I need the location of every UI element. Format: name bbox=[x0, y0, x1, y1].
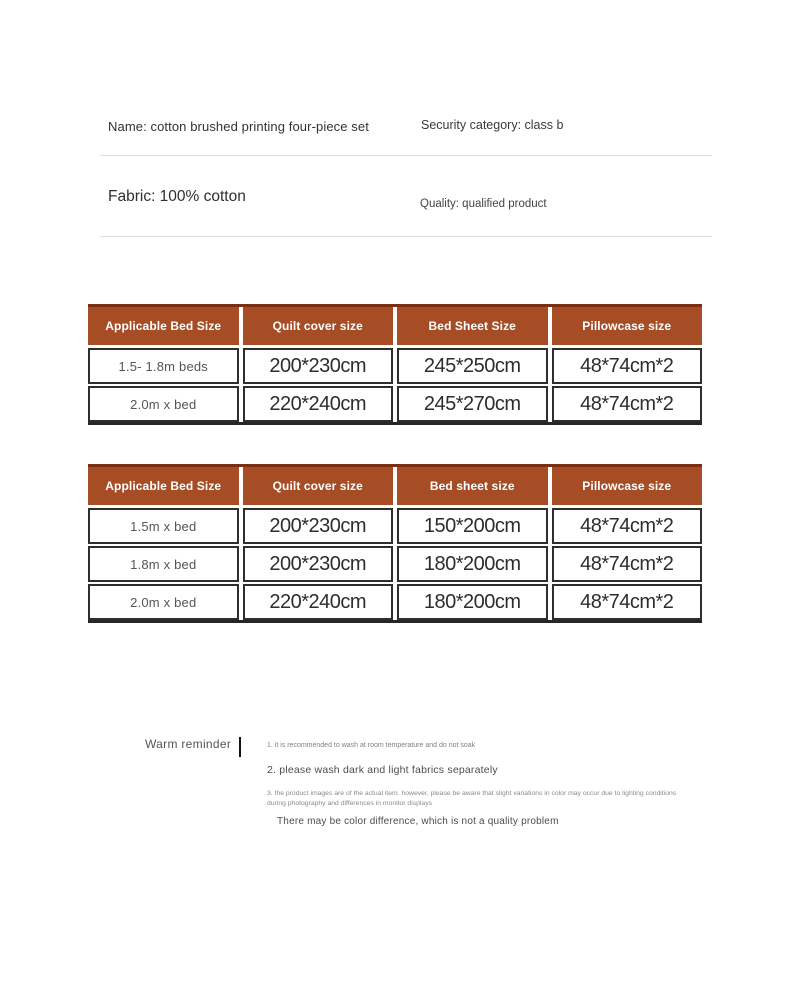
header-cell-pillowcase-size: Pillowcase size bbox=[552, 467, 703, 505]
security-category-label: Security category: class b bbox=[421, 118, 564, 132]
divider bbox=[100, 236, 712, 237]
header-cell-bed-sheet-size: Bed Sheet Size bbox=[397, 307, 548, 345]
bed-size-cell: 2.0m x bed bbox=[88, 386, 239, 422]
bed-size-cell: 1.5m x bed bbox=[88, 508, 239, 544]
pillowcase-size-cell: 48*74cm*2 bbox=[552, 546, 703, 582]
fabric-label: Fabric: 100% cotton bbox=[108, 188, 246, 205]
header-cell-bed-sheet-size: Bed sheet size bbox=[397, 467, 548, 505]
pillowcase-size-cell: 48*74cm*2 bbox=[552, 386, 703, 422]
quilt-size-cell: 200*230cm bbox=[243, 508, 394, 544]
bed-size-cell: 1.8m x bed bbox=[88, 546, 239, 582]
table-row bbox=[88, 584, 702, 620]
quilt-size-cell: 220*240cm bbox=[243, 386, 394, 422]
quality-label: Quality: qualified product bbox=[420, 198, 547, 210]
header-cell-pillowcase-size: Pillowcase size bbox=[552, 307, 703, 345]
warm-reminder-title: Warm reminder bbox=[145, 737, 232, 751]
table-header-row bbox=[88, 307, 702, 345]
sheet-size-cell: 245*270cm bbox=[397, 386, 548, 422]
quilt-size-cell: 220*240cm bbox=[243, 584, 394, 620]
sheet-size-cell: 245*250cm bbox=[397, 348, 548, 384]
quilt-size-cell: 200*230cm bbox=[243, 546, 394, 582]
reminder-note-3: 3. the product images are of the actual item. however, please be aware that slight variations in color may occur due to lighting conditions during photography and differences in monitor displays bbox=[267, 790, 677, 807]
pillowcase-size-cell: 48*74cm*2 bbox=[552, 508, 703, 544]
bed-size-cell: 1.5- 1.8m beds bbox=[88, 348, 239, 384]
table-row bbox=[88, 348, 702, 384]
table-row bbox=[88, 508, 702, 544]
reminder-note-1: 1. it is recommended to wash at room temperature and do not soak bbox=[267, 742, 476, 749]
product-name-label: Name: cotton brushed printing four-piece set bbox=[108, 119, 369, 134]
table-row bbox=[88, 546, 702, 582]
pillowcase-size-cell: 48*74cm*2 bbox=[552, 348, 703, 384]
table-row bbox=[88, 386, 702, 422]
header-cell-quilt-cover-size: Quilt cover size bbox=[243, 467, 394, 505]
size-table-1 bbox=[88, 304, 702, 425]
warm-reminder-divider-bar bbox=[239, 737, 241, 757]
divider bbox=[100, 155, 712, 156]
header-cell-quilt-cover-size: Quilt cover size bbox=[243, 307, 394, 345]
pillowcase-size-cell: 48*74cm*2 bbox=[552, 584, 703, 620]
sheet-size-cell: 180*200cm bbox=[397, 546, 548, 582]
header-cell-applicable-bed-size: Applicable Bed Size bbox=[88, 307, 239, 345]
size-table-2 bbox=[88, 464, 702, 623]
header-cell-applicable-bed-size: Applicable Bed Size bbox=[88, 467, 239, 505]
reminder-note-2: 2. please wash dark and light fabrics separately bbox=[267, 764, 498, 776]
reminder-note-4: There may be color difference, which is not a quality problem bbox=[277, 816, 559, 827]
quilt-size-cell: 200*230cm bbox=[243, 348, 394, 384]
sheet-size-cell: 150*200cm bbox=[397, 508, 548, 544]
table-header-row bbox=[88, 467, 702, 505]
bed-size-cell: 2.0m x bed bbox=[88, 584, 239, 620]
sheet-size-cell: 180*200cm bbox=[397, 584, 548, 620]
